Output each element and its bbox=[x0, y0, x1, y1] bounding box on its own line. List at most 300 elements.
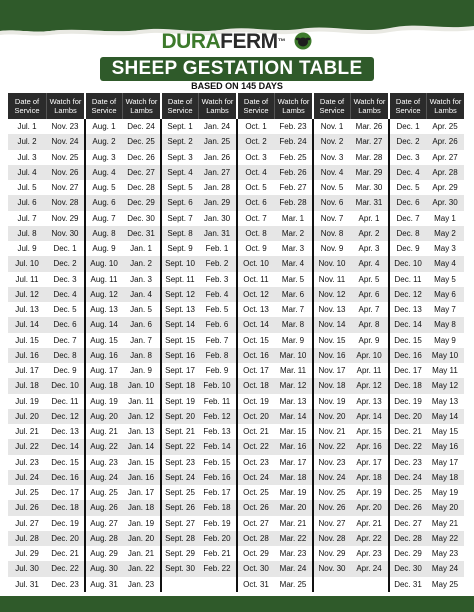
lambing-date-cell: Mar. 4 bbox=[274, 256, 312, 271]
service-date-cell: Nov. 1 bbox=[320, 122, 344, 131]
lambing-date-cell: Mar. 27 bbox=[350, 134, 388, 149]
header-watch-for-lambs: Watch for Lambs bbox=[198, 93, 236, 119]
service-date-cell: Oct. 5 bbox=[245, 183, 267, 192]
sheep-head-icon bbox=[293, 32, 313, 50]
service-date-cell: Dec. 27 bbox=[394, 518, 422, 528]
lambing-date-cell: Mar. 10 bbox=[274, 348, 312, 363]
page-subtitle: BASED ON 145 DAYS bbox=[191, 81, 283, 91]
lambing-date-cell: Dec. 25 bbox=[122, 134, 160, 149]
lambing-date-cell: Jan. 18 bbox=[122, 500, 160, 515]
lambing-date-cell: Dec. 22 bbox=[46, 561, 84, 576]
service-date-cell: Sept. 30 bbox=[162, 561, 198, 576]
lambing-date-cell bbox=[198, 577, 236, 592]
lambing-date-cell: Feb. 21 bbox=[203, 549, 231, 558]
service-date-cell: Sept. 5 bbox=[167, 183, 193, 192]
service-date-cell: Oct. 25 bbox=[243, 488, 269, 497]
lambing-date-cell: Nov. 29 bbox=[51, 213, 79, 223]
lambing-date-cell: Mar. 6 bbox=[274, 287, 312, 302]
service-date-cell: Oct. 13 bbox=[243, 305, 269, 314]
lambing-date-cell: Nov. 24 bbox=[46, 134, 84, 149]
lambing-date-cell: Feb. 18 bbox=[198, 500, 236, 515]
service-date-cell: Nov. 2 bbox=[314, 134, 350, 149]
service-date-cell: Nov. 27 bbox=[318, 518, 346, 528]
lambing-date-cell: May 15 bbox=[431, 427, 459, 436]
lambing-date-cell: May 14 bbox=[426, 409, 464, 424]
service-date-cell: Oct. 15 bbox=[243, 335, 269, 345]
lambing-date-cell: Feb. 13 bbox=[203, 427, 231, 436]
service-date-cell: Jul. 23 bbox=[15, 457, 39, 467]
lambing-date-cell: May 10 bbox=[426, 348, 464, 363]
lambing-date-cell: Mar. 31 bbox=[350, 195, 388, 210]
lambing-date-cell: Mar. 7 bbox=[281, 305, 305, 314]
service-date-cell: Jul. 21 bbox=[15, 427, 39, 436]
top-decorative-band bbox=[0, 0, 474, 30]
lambing-date-cell: Jan. 22 bbox=[122, 561, 160, 576]
header-watch-for-lambs: Watch for Lambs bbox=[122, 93, 160, 119]
service-date-cell: Oct. 18 bbox=[238, 378, 274, 393]
table-column-service bbox=[84, 119, 122, 592]
lambing-date-cell: Apr. 18 bbox=[350, 470, 388, 485]
service-date-cell: Sept. 4 bbox=[162, 165, 198, 180]
service-date-cell: Jul. 19 bbox=[15, 396, 39, 406]
lambing-date-cell: Feb. 5 bbox=[205, 305, 229, 314]
service-date-cell: Nov. 20 bbox=[314, 409, 350, 424]
service-date-cell: Nov. 17 bbox=[318, 366, 346, 375]
lambing-date-cell: Feb. 26 bbox=[274, 165, 312, 180]
lambing-date-cell: Apr. 12 bbox=[350, 378, 388, 393]
header-date-of-service: Date of Service bbox=[312, 93, 350, 119]
lambing-date-cell: Feb. 16 bbox=[198, 470, 236, 485]
lambing-date-cell: Jan. 25 bbox=[198, 134, 236, 149]
lambing-date-cell: Feb. 27 bbox=[279, 183, 307, 192]
lambing-date-cell: Feb. 11 bbox=[203, 396, 231, 406]
header-watch-for-lambs: Watch for Lambs bbox=[46, 93, 84, 119]
service-date-cell: Dec. 19 bbox=[394, 396, 422, 406]
header-watch-for-lambs: Watch for Lambs bbox=[426, 93, 464, 119]
lambing-date-cell: Jan. 2 bbox=[122, 256, 160, 271]
service-date-cell: Oct. 21 bbox=[243, 427, 269, 436]
lambing-date-cell: Jan. 14 bbox=[122, 439, 160, 454]
lambing-date-cell: Dec. 31 bbox=[122, 226, 160, 241]
service-date-cell: Sept. 2 bbox=[162, 134, 198, 149]
lambing-date-cell: Feb. 1 bbox=[205, 244, 229, 253]
header-watch-for-lambs: Watch for Lambs bbox=[350, 93, 388, 119]
lambing-date-cell: Jan. 12 bbox=[122, 409, 160, 424]
lambing-date-cell: Nov. 30 bbox=[46, 226, 84, 241]
lambing-date-cell: Dec. 15 bbox=[51, 457, 79, 467]
lambing-date-cell: Jan. 20 bbox=[122, 531, 160, 546]
lambing-date-cell: Jan. 19 bbox=[127, 518, 155, 528]
service-date-cell: Sept. 22 bbox=[162, 439, 198, 454]
lambing-date-cell: Dec. 11 bbox=[51, 396, 79, 406]
table-column-lambs bbox=[350, 119, 388, 592]
service-date-cell: Nov. 16 bbox=[314, 348, 350, 363]
service-date-cell: Aug. 11 bbox=[90, 274, 118, 284]
service-date-cell: Aug. 20 bbox=[86, 409, 122, 424]
lambing-date-cell: Dec. 17 bbox=[51, 488, 79, 497]
service-date-cell: Aug. 18 bbox=[86, 378, 122, 393]
gestation-table bbox=[8, 93, 464, 593]
service-date-cell: Aug. 28 bbox=[86, 531, 122, 546]
service-date-cell: Oct. 9 bbox=[245, 244, 267, 253]
service-date-cell: Sept. 14 bbox=[162, 317, 198, 332]
service-date-cell: Dec. 16 bbox=[390, 348, 426, 363]
lambing-date-cell: Dec. 6 bbox=[46, 317, 84, 332]
service-date-cell: Oct. 16 bbox=[238, 348, 274, 363]
lambing-date-cell: Jan. 26 bbox=[203, 152, 231, 162]
lambing-date-cell: Apr. 15 bbox=[356, 427, 382, 436]
lambing-date-cell: Apr. 16 bbox=[350, 439, 388, 454]
service-date-cell: Jul. 16 bbox=[8, 348, 46, 363]
lambing-date-cell: Apr. 25 bbox=[432, 122, 458, 131]
service-date-cell: Dec. 21 bbox=[394, 427, 422, 436]
logo-part-dura: DURA bbox=[161, 30, 221, 53]
lambing-date-cell: Feb. 22 bbox=[198, 561, 236, 576]
service-date-cell: Nov. 30 bbox=[314, 561, 350, 576]
service-date-cell: Sept. 6 bbox=[162, 195, 198, 210]
service-date-cell: Sept. 20 bbox=[162, 409, 198, 424]
service-date-cell: Aug. 23 bbox=[90, 457, 118, 467]
lambing-date-cell: Jan. 27 bbox=[198, 165, 236, 180]
lambing-date-cell: Mar. 26 bbox=[355, 122, 383, 131]
lambing-date-cell: Jan. 5 bbox=[130, 305, 152, 314]
lambing-date-cell: Jan. 28 bbox=[203, 183, 231, 192]
lambing-date-cell: Apr. 2 bbox=[350, 226, 388, 241]
service-date-cell: Jul. 30 bbox=[8, 561, 46, 576]
service-date-cell: Aug. 12 bbox=[86, 287, 122, 302]
header-watch-for-lambs: Watch for Lambs bbox=[274, 93, 312, 119]
lambing-date-cell: Jan. 30 bbox=[203, 213, 231, 223]
lambing-date-cell: May 12 bbox=[426, 378, 464, 393]
service-date-cell: Oct. 1 bbox=[245, 122, 267, 131]
service-date-cell: Dec. 7 bbox=[396, 213, 420, 223]
service-date-cell: Sept. 23 bbox=[165, 457, 195, 467]
service-date-cell: Aug. 27 bbox=[90, 518, 118, 528]
lambing-date-cell: May 23 bbox=[431, 549, 459, 558]
lambing-date-cell: May 21 bbox=[431, 518, 459, 528]
service-date-cell: Dec. 26 bbox=[390, 500, 426, 515]
service-date-cell: Oct. 26 bbox=[238, 500, 274, 515]
lambing-date-cell: Dec. 20 bbox=[46, 531, 84, 546]
lambing-date-cell: Dec. 28 bbox=[127, 183, 155, 192]
lambing-date-cell: Apr. 24 bbox=[350, 561, 388, 576]
lambing-date-cell: Feb. 24 bbox=[274, 134, 312, 149]
service-date-cell: Jul. 15 bbox=[15, 335, 39, 345]
lambing-date-cell: May 5 bbox=[434, 274, 456, 284]
lambing-date-cell: Apr. 17 bbox=[356, 457, 382, 467]
service-date-cell: Oct. 7 bbox=[245, 213, 267, 223]
service-date-cell: Aug. 9 bbox=[92, 244, 116, 253]
lambing-date-cell: May 13 bbox=[431, 396, 459, 406]
lambing-date-cell: Feb. 12 bbox=[198, 409, 236, 424]
lambing-date-cell: Feb. 14 bbox=[198, 439, 236, 454]
service-date-cell: Dec. 11 bbox=[394, 274, 422, 284]
lambing-date-cell: Dec. 21 bbox=[51, 549, 79, 558]
service-date-cell: Sept. 7 bbox=[167, 213, 193, 223]
lambing-date-cell: Dec. 23 bbox=[51, 579, 79, 589]
lambing-date-cell: Apr. 28 bbox=[426, 165, 464, 180]
service-date-cell: Oct. 19 bbox=[243, 396, 269, 406]
service-date-cell: Jul. 1 bbox=[17, 122, 37, 131]
service-date-cell: Oct. 29 bbox=[243, 549, 269, 558]
service-date-cell: Oct. 12 bbox=[238, 287, 274, 302]
table-body bbox=[8, 119, 464, 592]
service-date-cell: Aug. 31 bbox=[90, 579, 118, 589]
service-date-cell: Aug. 16 bbox=[86, 348, 122, 363]
service-date-cell: Oct. 6 bbox=[238, 195, 274, 210]
bottom-decorative-band bbox=[0, 596, 474, 612]
service-date-cell: Nov. 25 bbox=[318, 488, 346, 497]
service-date-cell: Jul. 4 bbox=[8, 165, 46, 180]
service-date-cell: Jul. 9 bbox=[17, 244, 37, 253]
lambing-date-cell: Mar. 22 bbox=[274, 531, 312, 546]
table-column-service bbox=[312, 119, 350, 592]
service-date-cell: Dec. 8 bbox=[390, 226, 426, 241]
service-date-cell: Dec. 25 bbox=[394, 488, 422, 497]
lambing-date-cell: May 20 bbox=[426, 500, 464, 515]
service-date-cell: Nov. 5 bbox=[320, 183, 344, 192]
lambing-date-cell: May 7 bbox=[434, 305, 456, 314]
service-date-cell: Aug. 17 bbox=[90, 366, 118, 375]
service-date-cell: Nov. 24 bbox=[314, 470, 350, 485]
service-date-cell: Sept. 24 bbox=[162, 470, 198, 485]
service-date-cell: Jul. 25 bbox=[15, 488, 39, 497]
lambing-date-cell: Apr. 4 bbox=[350, 256, 388, 271]
lambing-date-cell: Jan. 7 bbox=[130, 335, 152, 345]
lambing-date-cell: Apr. 30 bbox=[426, 195, 464, 210]
lambing-date-cell: Apr. 29 bbox=[432, 183, 458, 192]
lambing-date-cell: Feb. 4 bbox=[198, 287, 236, 302]
service-date-cell: Aug. 3 bbox=[92, 152, 116, 162]
service-date-cell: Oct. 22 bbox=[238, 439, 274, 454]
lambing-date-cell: Feb. 25 bbox=[279, 152, 307, 162]
service-date-cell: Dec. 18 bbox=[390, 378, 426, 393]
lambing-date-cell: Jan. 16 bbox=[122, 470, 160, 485]
lambing-date-cell: May 25 bbox=[431, 579, 459, 589]
lambing-date-cell: Dec. 4 bbox=[46, 287, 84, 302]
lambing-date-cell: Mar. 14 bbox=[274, 409, 312, 424]
lambing-date-cell: Feb. 9 bbox=[205, 366, 229, 375]
service-date-cell: Dec. 5 bbox=[396, 183, 420, 192]
lambing-date-cell: Jan. 9 bbox=[130, 366, 152, 375]
service-date-cell: Jul. 10 bbox=[8, 256, 46, 271]
service-date-cell bbox=[162, 577, 198, 592]
service-date-cell: Dec. 4 bbox=[390, 165, 426, 180]
lambing-date-cell: Feb. 7 bbox=[205, 335, 229, 345]
header-date-of-service: Date of Service bbox=[8, 93, 46, 119]
service-date-cell: Nov. 10 bbox=[314, 256, 350, 271]
lambing-date-cell: Mar. 23 bbox=[279, 549, 307, 558]
service-date-cell: Sept. 29 bbox=[165, 549, 195, 558]
service-date-cell: Jul. 27 bbox=[15, 518, 39, 528]
logo-trademark: ™ bbox=[277, 37, 286, 46]
lambing-date-cell: May 18 bbox=[426, 470, 464, 485]
lambing-date-cell: Apr. 1 bbox=[358, 213, 380, 223]
service-date-cell: Aug. 1 bbox=[92, 122, 116, 131]
lambing-date-cell: Mar. 24 bbox=[274, 561, 312, 576]
lambing-date-cell: Dec. 19 bbox=[51, 518, 79, 528]
lambing-date-cell: May 17 bbox=[431, 457, 459, 467]
lambing-date-cell: Feb. 15 bbox=[203, 457, 231, 467]
service-date-cell: Oct. 17 bbox=[243, 366, 269, 375]
table-column-lambs bbox=[426, 119, 464, 592]
service-date-cell: Aug. 22 bbox=[86, 439, 122, 454]
service-date-cell: Nov. 29 bbox=[318, 549, 346, 558]
lambing-date-cell: Mar. 29 bbox=[350, 165, 388, 180]
service-date-cell: Aug. 10 bbox=[86, 256, 122, 271]
service-date-cell: Dec. 1 bbox=[396, 122, 420, 131]
service-date-cell: Jul. 2 bbox=[8, 134, 46, 149]
service-date-cell: Nov. 4 bbox=[314, 165, 350, 180]
lambing-date-cell: Mar. 5 bbox=[281, 274, 305, 284]
service-date-cell: Aug. 14 bbox=[86, 317, 122, 332]
service-date-cell: Dec. 22 bbox=[390, 439, 426, 454]
service-date-cell: Jul. 12 bbox=[8, 287, 46, 302]
lambing-date-cell: Dec. 12 bbox=[46, 409, 84, 424]
lambing-date-cell: Apr. 8 bbox=[350, 317, 388, 332]
lambing-date-cell: Mar. 13 bbox=[279, 396, 307, 406]
service-date-cell: Aug. 6 bbox=[86, 195, 122, 210]
service-date-cell: Jul. 13 bbox=[15, 305, 39, 314]
lambing-date-cell: Dec. 7 bbox=[53, 335, 77, 345]
service-date-cell: Dec. 17 bbox=[394, 366, 422, 375]
service-date-cell: Nov. 21 bbox=[318, 427, 346, 436]
service-date-cell: Aug. 29 bbox=[90, 549, 118, 558]
lambing-date-cell: Mar. 3 bbox=[281, 244, 305, 253]
service-date-cell: Jul. 28 bbox=[8, 531, 46, 546]
service-date-cell: Aug. 26 bbox=[86, 500, 122, 515]
lambing-date-cell: Mar. 20 bbox=[274, 500, 312, 515]
logo-part-ferm: FERM bbox=[220, 30, 278, 53]
service-date-cell: Dec. 24 bbox=[390, 470, 426, 485]
lambing-date-cell: Jan. 23 bbox=[127, 579, 155, 589]
lambing-date-cell: Dec. 1 bbox=[53, 244, 77, 253]
lambing-date-cell: Dec. 2 bbox=[46, 256, 84, 271]
lambing-date-cell: Dec. 16 bbox=[46, 470, 84, 485]
service-date-cell: Oct. 3 bbox=[245, 152, 267, 162]
lambing-date-cell: May 2 bbox=[426, 226, 464, 241]
lambing-date-cell: Apr. 23 bbox=[356, 549, 382, 558]
lambing-date-cell: Dec. 14 bbox=[46, 439, 84, 454]
lambing-date-cell: Dec. 8 bbox=[46, 348, 84, 363]
service-date-cell: Jul. 11 bbox=[15, 274, 39, 284]
table-column-lambs bbox=[122, 119, 160, 592]
service-date-cell: Aug. 13 bbox=[90, 305, 118, 314]
service-date-cell: Sept. 17 bbox=[165, 366, 195, 375]
service-date-cell: Jul. 31 bbox=[15, 579, 39, 589]
service-date-cell: Sept. 28 bbox=[162, 531, 198, 546]
table-column-lambs bbox=[274, 119, 312, 592]
lambing-date-cell: Apr. 6 bbox=[350, 287, 388, 302]
lambing-date-cell: Apr. 5 bbox=[358, 274, 380, 284]
service-date-cell: Sept. 25 bbox=[165, 488, 195, 497]
lambing-date-cell: Mar. 30 bbox=[355, 183, 383, 192]
service-date-cell: Nov. 12 bbox=[314, 287, 350, 302]
service-date-cell: Oct. 4 bbox=[238, 165, 274, 180]
service-date-cell: Sept. 9 bbox=[167, 244, 193, 253]
service-date-cell: Nov. 18 bbox=[314, 378, 350, 393]
lambing-date-cell: Jan. 6 bbox=[122, 317, 160, 332]
header-date-of-service: Date of Service bbox=[236, 93, 274, 119]
service-date-cell: Oct. 24 bbox=[238, 470, 274, 485]
service-date-cell: Nov. 14 bbox=[314, 317, 350, 332]
service-date-cell: Sept. 11 bbox=[165, 274, 195, 284]
table-column-service bbox=[8, 119, 46, 592]
lambing-date-cell: Apr. 14 bbox=[350, 409, 388, 424]
lambing-date-cell: May 3 bbox=[434, 244, 456, 253]
service-date-cell: Sept. 26 bbox=[162, 500, 198, 515]
lambing-date-cell: Apr. 3 bbox=[358, 244, 380, 253]
lambing-date-cell: Apr. 7 bbox=[358, 305, 380, 314]
service-date-cell: Oct. 31 bbox=[243, 579, 269, 589]
lambing-date-cell: Feb. 6 bbox=[198, 317, 236, 332]
lambing-date-cell: Mar. 19 bbox=[279, 488, 307, 497]
service-date-cell: Jul. 22 bbox=[8, 439, 46, 454]
service-date-cell: Sept. 13 bbox=[165, 305, 195, 314]
service-date-cell: Nov. 3 bbox=[320, 152, 344, 162]
service-date-cell: Oct. 11 bbox=[243, 274, 269, 284]
service-date-cell: Aug. 25 bbox=[90, 488, 118, 497]
service-date-cell: Aug. 7 bbox=[92, 213, 116, 223]
lambing-date-cell: Mar. 1 bbox=[281, 213, 305, 223]
lambing-date-cell: Mar. 15 bbox=[279, 427, 307, 436]
lambing-date-cell: Apr. 13 bbox=[356, 396, 382, 406]
service-date-cell: Sept. 10 bbox=[162, 256, 198, 271]
service-date-cell: Aug. 8 bbox=[86, 226, 122, 241]
lambing-date-cell: Dec. 24 bbox=[127, 122, 155, 131]
lambing-date-cell: May 19 bbox=[431, 488, 459, 497]
service-date-cell: Sept. 3 bbox=[167, 152, 193, 162]
service-date-cell: Nov. 26 bbox=[314, 500, 350, 515]
brand-logo bbox=[0, 30, 474, 54]
service-date-cell: Dec. 12 bbox=[390, 287, 426, 302]
lambing-date-cell: May 16 bbox=[426, 439, 464, 454]
service-date-cell: Oct. 20 bbox=[238, 409, 274, 424]
lambing-date-cell: May 22 bbox=[426, 531, 464, 546]
service-date-cell: Oct. 27 bbox=[243, 518, 269, 528]
lambing-date-cell: Mar. 11 bbox=[279, 366, 307, 375]
service-date-cell: Dec. 10 bbox=[390, 256, 426, 271]
service-date-cell: Dec. 28 bbox=[390, 531, 426, 546]
lambing-date-cell: May 9 bbox=[434, 335, 456, 345]
service-date-cell: Sept. 1 bbox=[167, 122, 193, 131]
header-date-of-service: Date of Service bbox=[84, 93, 122, 119]
service-date-cell: Sept. 8 bbox=[162, 226, 198, 241]
lambing-date-cell: Dec. 27 bbox=[122, 165, 160, 180]
lambing-date-cell: Feb. 8 bbox=[198, 348, 236, 363]
lambing-date-cell: Jan. 17 bbox=[127, 488, 155, 497]
lambing-date-cell bbox=[350, 577, 388, 592]
service-date-cell: Nov. 22 bbox=[314, 439, 350, 454]
table-column-service bbox=[388, 119, 426, 592]
lambing-date-cell: Jan. 13 bbox=[127, 427, 155, 436]
lambing-date-cell: Feb. 20 bbox=[198, 531, 236, 546]
page-title: SHEEP GESTATION TABLE bbox=[100, 57, 374, 81]
service-date-cell: Jul. 17 bbox=[15, 366, 39, 375]
service-date-cell: Jul. 5 bbox=[17, 183, 37, 192]
lambing-date-cell: Mar. 16 bbox=[274, 439, 312, 454]
lambing-date-cell: Dec. 30 bbox=[127, 213, 155, 223]
service-date-cell: Jul. 24 bbox=[8, 470, 46, 485]
service-date-cell: Dec. 20 bbox=[390, 409, 426, 424]
lambing-date-cell: Apr. 10 bbox=[350, 348, 388, 363]
table-header-row bbox=[8, 93, 464, 119]
service-date-cell: Jul. 20 bbox=[8, 409, 46, 424]
service-date-cell: Nov. 9 bbox=[320, 244, 344, 253]
lambing-date-cell: Jan. 24 bbox=[203, 122, 231, 131]
service-date-cell: Oct. 30 bbox=[238, 561, 274, 576]
lambing-date-cell: Jan. 15 bbox=[127, 457, 155, 467]
